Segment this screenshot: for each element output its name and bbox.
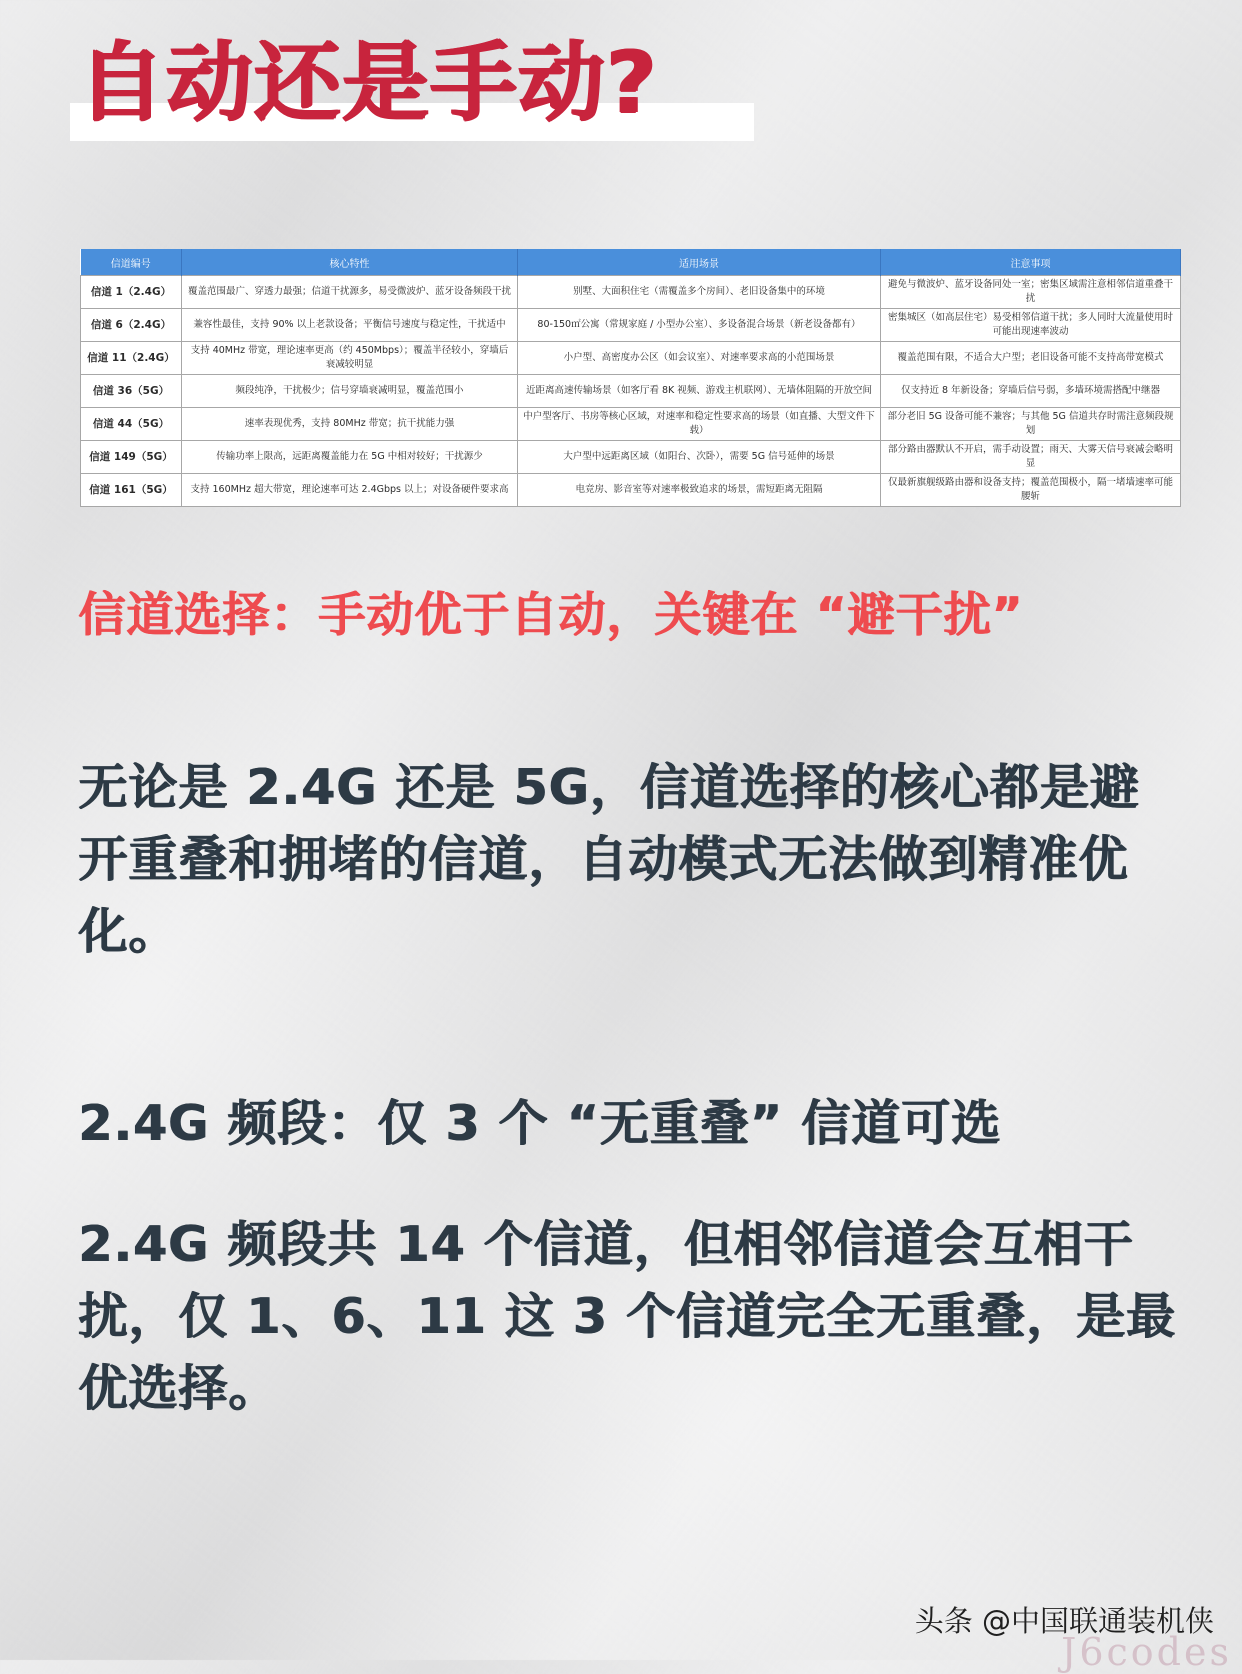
paragraph-core-principle: 无论是 2.4G 还是 5G，信道选择的核心都是避开重叠和拥堵的信道，自动模式无法做到精准优化。 bbox=[78, 759, 1140, 960]
table-row bbox=[81, 408, 1181, 441]
paragraph-2-4g-channels: 2.4G 频段共 14 个信道，但相邻信道会互相干扰，仅 1、6、11 这 3 个信道完全无重叠，是最优选择。 bbox=[78, 1216, 1176, 1417]
channel-table bbox=[80, 249, 1181, 507]
cell-notes: 部分路由器默认不开启，需手动设置；雨天、大雾天信号衰减会略明显 bbox=[881, 441, 1181, 474]
cell-scenarios: 80-150㎡公寓（常规家庭 / 小型办公室）、多设备混合场景（新老设备都有） bbox=[518, 309, 881, 342]
cell-channel: 信道 161（5G） bbox=[81, 474, 182, 507]
table-row bbox=[81, 276, 1181, 309]
cell-features: 频段纯净，干扰极少；信号穿墙衰减明显，覆盖范围小 bbox=[182, 375, 518, 408]
cell-scenarios: 电竞房、影音室等对速率极致追求的场景，需短距离无阻隔 bbox=[518, 474, 881, 507]
title-block bbox=[70, 28, 754, 143]
source-watermark: 头条 @中国联通装机侠 bbox=[914, 1604, 1214, 1638]
cell-notes: 仅支持近 8 年新设备；穿墙后信号弱，多墙环境需搭配中继器 bbox=[881, 375, 1181, 408]
cell-features: 支持 160MHz 超大带宽，理论速率可达 2.4Gbps 以上；对设备硬件要求高 bbox=[182, 474, 518, 507]
cell-scenarios: 中户型客厅、书房等核心区域，对速率和稳定性要求高的场景（如直播、大型文件下载） bbox=[518, 408, 881, 441]
cell-scenarios: 小户型、高密度办公区（如会议室）、对速率要求高的小范围场景 bbox=[518, 342, 881, 375]
table-row bbox=[81, 441, 1181, 474]
cell-channel: 信道 44（5G） bbox=[81, 408, 182, 441]
cell-features: 兼容性最佳，支持 90% 以上老款设备；平衡信号速度与稳定性，干扰适中 bbox=[182, 309, 518, 342]
section-heading-2-4g: 2.4G 频段：仅 3 个 “无重叠” 信道可选 bbox=[78, 1095, 1001, 1152]
cell-channel: 信道 11（2.4G） bbox=[81, 342, 182, 375]
channel-table-wrapper bbox=[80, 249, 1180, 503]
cell-notes: 部分老旧 5G 设备可能不兼容；与其他 5G 信道共存时需注意频段规划 bbox=[881, 408, 1181, 441]
cell-channel: 信道 36（5G） bbox=[81, 375, 182, 408]
cell-scenarios: 大户型中远距离区域（如阳台、次卧），需要 5G 信号延伸的场景 bbox=[518, 441, 881, 474]
header-scenarios: 适用场景 bbox=[518, 249, 881, 276]
cell-notes: 避免与微波炉、蓝牙设备同处一室；密集区域需注意相邻信道重叠干扰 bbox=[881, 276, 1181, 309]
header-notes: 注意事项 bbox=[881, 249, 1181, 276]
table-header-row bbox=[81, 249, 1181, 276]
cell-features: 支持 40MHz 带宽，理论速率更高（约 450Mbps）；覆盖半径较小，穿墙后衰减较明显 bbox=[182, 342, 518, 375]
header-features: 核心特性 bbox=[182, 249, 518, 276]
cell-channel: 信道 1（2.4G） bbox=[81, 276, 182, 309]
page-title: 自动还是手动? bbox=[78, 33, 658, 133]
table-row bbox=[81, 375, 1181, 408]
cell-scenarios: 别墅、大面积住宅（需覆盖多个房间）、老旧设备集中的环境 bbox=[518, 276, 881, 309]
cell-notes: 密集城区（如高层住宅）易受相邻信道干扰；多人同时大流量使用时可能出现速率波动 bbox=[881, 309, 1181, 342]
cell-channel: 信道 6（2.4G） bbox=[81, 309, 182, 342]
header-channel: 信道编号 bbox=[81, 249, 182, 276]
cell-features: 传输功率上限高，远距离覆盖能力在 5G 中相对较好；干扰源少 bbox=[182, 441, 518, 474]
table-row bbox=[81, 309, 1181, 342]
section-subheading: 信道选择：手动优于自动，关键在 “避干扰” bbox=[78, 588, 1024, 643]
cell-notes: 仅最新旗舰级路由器和设备支持；覆盖范围极小，隔一堵墙速率可能腰斩 bbox=[881, 474, 1181, 507]
table-row bbox=[81, 474, 1181, 507]
cell-notes: 覆盖范围有限，不适合大户型；老旧设备可能不支持高带宽模式 bbox=[881, 342, 1181, 375]
cell-features: 速率表现优秀，支持 80MHz 带宽；抗干扰能力强 bbox=[182, 408, 518, 441]
cell-features: 覆盖范围最广、穿透力最强；信道干扰源多，易受微波炉、蓝牙设备频段干扰 bbox=[182, 276, 518, 309]
cell-scenarios: 近距离高速传输场景（如客厅看 8K 视频、游戏主机联网）、无墙体阻隔的开放空间 bbox=[518, 375, 881, 408]
cell-channel: 信道 149（5G） bbox=[81, 441, 182, 474]
corner-watermark: J6codes bbox=[1061, 1630, 1232, 1674]
table-row bbox=[81, 342, 1181, 375]
